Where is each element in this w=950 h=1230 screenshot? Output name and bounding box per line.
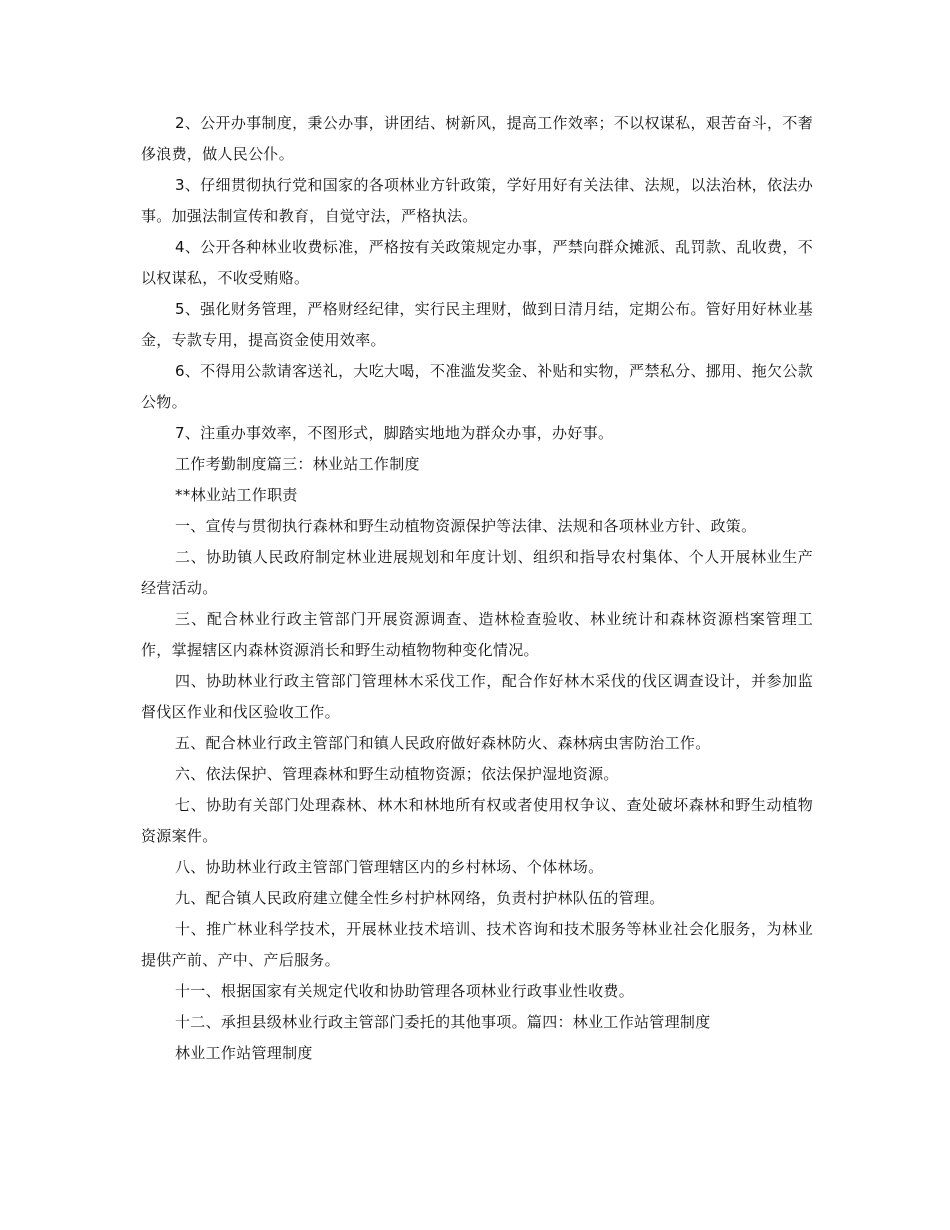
paragraph-rule-4: 4、公开各种林业收费标准，严格按有关政策规定办事，严禁向群众摊派、乱罚款、乱收费，不以权谋私，不收受贿赂。 — [141, 238, 813, 287]
duty-item-9: 九、配合镇人民政府建立健全性乡村护林网络，负责村护林队伍的管理。 — [175, 889, 665, 907]
duty-item-11: 十一、根据国家有关规定代收和协助管理各项林业行政事业性收费。 — [175, 982, 635, 1000]
section-heading-part-4: 林业工作站管理制度 — [175, 1044, 313, 1062]
duty-item-10: 十、推广林业科学技术，开展林业技术培训、技术咨询和技术服务等林业社会化服务，为林业提供产前、产中、产后服务。 — [141, 920, 813, 969]
duty-item-7: 七、协助有关部门处理森林、林木和林地所有权或者使用权争议、查处破坏森林和野生动植物资源案件。 — [141, 796, 813, 845]
duty-item-8: 八、协助林业行政主管部门管理辖区内的乡村林场、个体林场。 — [175, 858, 604, 876]
duty-item-6: 六、依法保护、管理森林和野生动植物资源；依法保护湿地资源。 — [175, 765, 619, 783]
duty-item-1: 一、宣传与贯彻执行森林和野生动植物资源保护等法律、法规和各项林业方针、政策。 — [175, 517, 757, 535]
paragraph-rule-5: 5、强化财务管理，严格财经纪律，实行民主理财，做到日清月结，定期公布。管好用好林业基金，专款专用，提高资金使用效率。 — [141, 300, 813, 349]
paragraph-rule-7: 7、注重办事效率，不图形式，脚踏实地地为群众办事，办好事。 — [175, 424, 614, 442]
duty-item-12: 十二、承担县级林业行政主管部门委托的其他事项。篇四：林业工作站管理制度 — [175, 1013, 711, 1031]
paragraph-rule-3: 3、仔细贯彻执行党和国家的各项林业方针政策，学好用好有关法律、法规，以法治林，依法办事。加强法制宣传和教育，自觉守法，严格执法。 — [141, 176, 813, 225]
section-heading-part-3: 工作考勤制度篇三：林业站工作制度 — [175, 455, 420, 473]
paragraph-rule-6: 6、不得用公款请客送礼，大吃大喝，不准滥发奖金、补贴和实物，严禁私分、挪用、拖欠公款公物。 — [141, 362, 813, 411]
duty-item-3: 三、配合林业行政主管部门开展资源调查、造林检查验收、林业统计和森林资源档案管理工作，掌握辖区内森林资源消长和野生动植物物种变化情况。 — [141, 610, 813, 659]
paragraph-rule-2: 2、公开办事制度，秉公办事，讲团结、树新风，提高工作效率；不以权谋私，艰苦奋斗，不奢侈浪费，做人民公仆。 — [141, 114, 813, 163]
duty-item-5: 五、配合林业行政主管部门和镇人民政府做好森林防火、森林病虫害防治工作。 — [175, 734, 711, 752]
duty-item-2: 二、协助镇人民政府制定林业进展规划和年度计划、组织和指导农村集体、个人开展林业生产经营活动。 — [141, 548, 813, 597]
document-body — [141, 108, 813, 1069]
subheading-duties: **林业站工作职责 — [175, 486, 298, 504]
duty-item-4: 四、协助林业行政主管部门管理林木采伐工作，配合作好林木采伐的伐区调查设计，并参加监督伐区作业和伐区验收工作。 — [141, 672, 813, 721]
